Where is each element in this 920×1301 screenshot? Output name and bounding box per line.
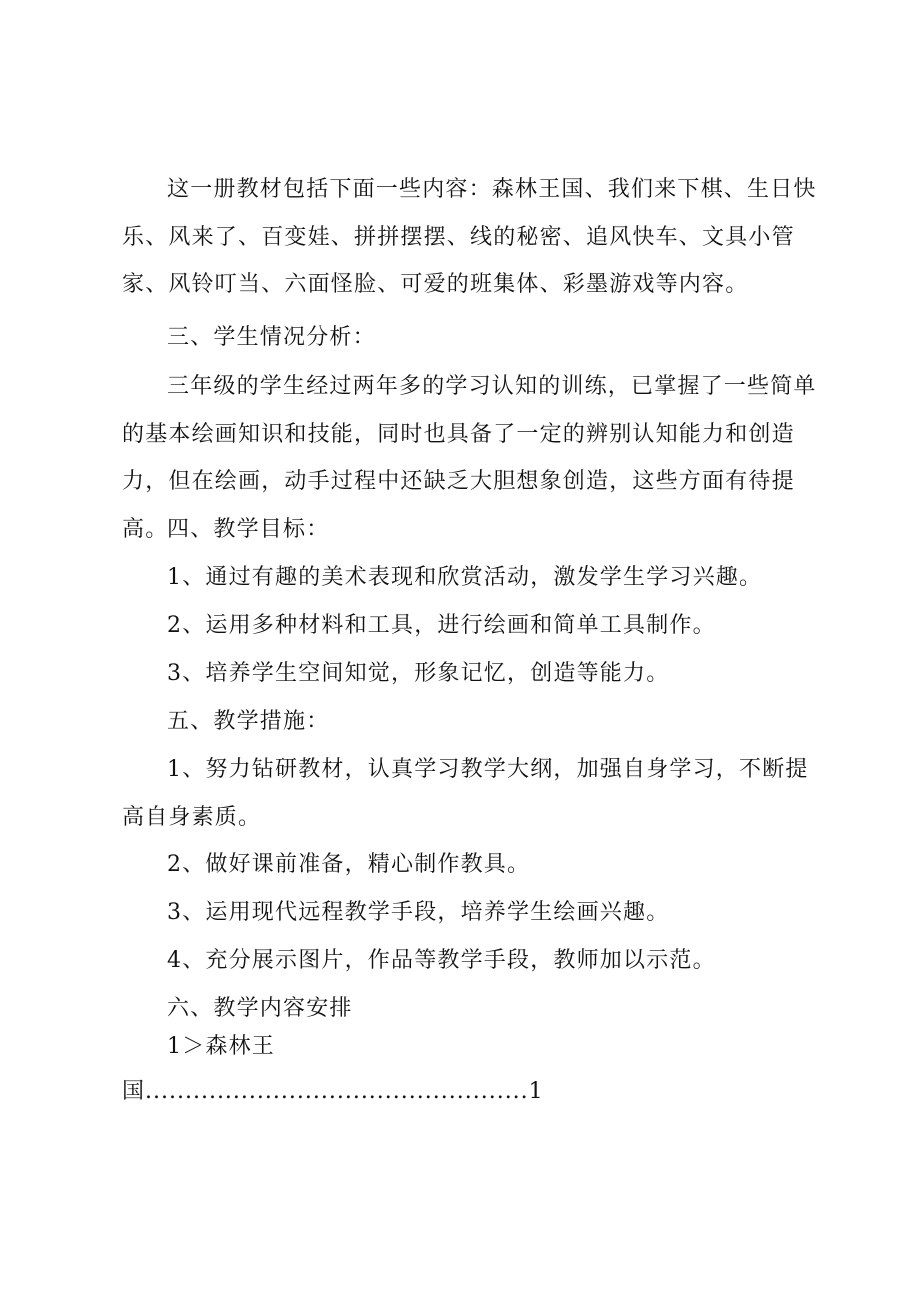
section-5-heading: 五、教学措施： <box>167 709 330 734</box>
toc-item-line: 国................................................1 <box>122 1079 544 1104</box>
section-3-heading: 三、学生情况分析： <box>167 325 376 350</box>
section-4-item-2: 2、运用多种材料和工具，进行绘画和简单工具制作。 <box>167 613 716 638</box>
section-5-item-3: 3、运用现代远程教学手段，培养学生绘画兴趣。 <box>167 900 670 925</box>
section-4-item-1: 1、通过有趣的美术表现和欣赏活动，激发学生学习兴趣。 <box>167 565 763 590</box>
section-5-item-4: 4、充分展示图片，作品等教学手段，教师加以示范。 <box>167 948 716 973</box>
section-5-item-1: 1、努力钻研教材，认真学习教学大纲，加强自身学习，不断提高自身素质。 <box>122 757 809 830</box>
section-4-heading: 四、教学目标： <box>167 517 330 542</box>
section-6-heading: 六、教学内容安排 <box>167 996 353 1021</box>
intro-paragraph: 这一册教材包括下面一些内容：森林王国、我们来下棋、生日快乐、风来了、百变娃、拼拼摆摆、线的秘密、追风快车、文具小管家、风铃叮当、六面怪脸、可爱的班集体、彩墨游戏等内容。 <box>122 177 817 297</box>
toc-item-title: 1＞森林王 <box>167 1034 275 1059</box>
section-4-item-3: 3、培养学生空间知觉，形象记忆，创造等能力。 <box>167 661 670 686</box>
section-5-item-2: 2、做好课前准备，精心制作教具。 <box>167 852 531 877</box>
section-3-paragraph: 三年级的学生经过两年多的学习认知的训练，已掌握了一些简单的基本绘画知识和技能，同时也具备了一定的辨别认知能力和创造力，但在绘画，动手过程中还缺乏大胆想象创造，这些方面有待提高。 <box>122 374 817 542</box>
